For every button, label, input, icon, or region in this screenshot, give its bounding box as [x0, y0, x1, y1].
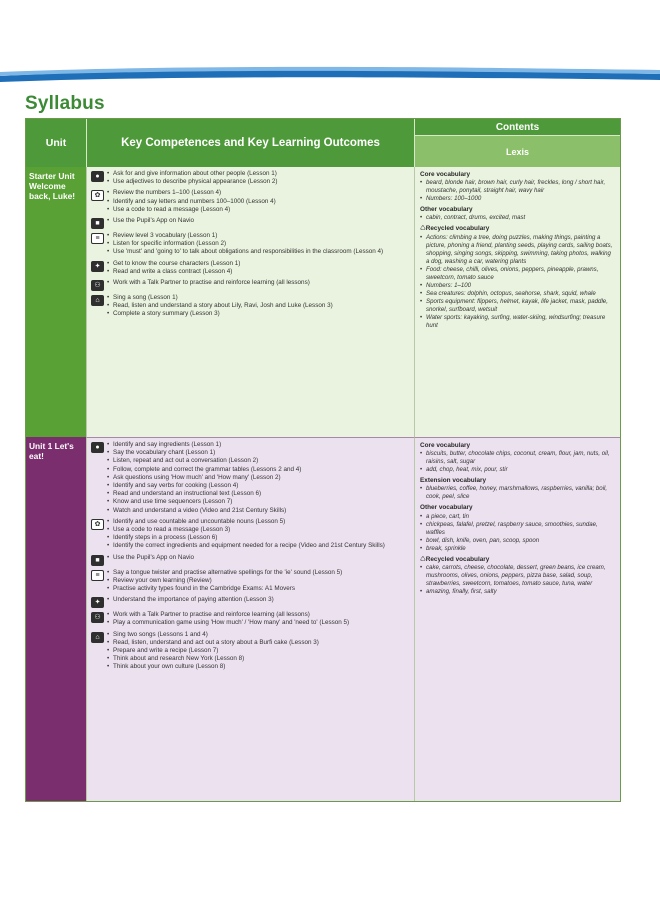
competence-item: • Read and write a class contract (Lesson 4)	[107, 268, 410, 276]
competence-item: • Get to know the course characters (Lesson 1)	[107, 260, 410, 268]
competence-item: • Review your own learning (Review)	[107, 577, 410, 585]
competence-item: • Ask for and give information about other people (Lesson 1)	[107, 170, 410, 178]
competence-group	[91, 217, 410, 229]
vocabulary-item: • cake, carrots, cheese, chocolate, dessert, green beans, ice cream, mushrooms, olives, onions, peppers, pizza base, salad, soup, strawberries, sweetcorn, tomatoes, tomato sauce, tuna, water	[420, 564, 615, 588]
competence-item: • Practise activity types found in the Cambridge Exams: A1 Movers	[107, 585, 410, 593]
competence-item: • Review the numbers 1–100 (Lesson 4)	[107, 189, 410, 197]
vocabulary-item: • beard, blonde hair, brown hair, curly hair, freckles, long / short hair, moustache, ponytail, straight hair, wavy hair	[420, 179, 615, 195]
competence-item: • Review level 3 vocabulary (Lesson 1)	[107, 232, 410, 240]
page-title: Syllabus	[25, 93, 105, 114]
vocabulary-item: • Food: cheese, chilli, olives, onions, peppers, pineapple, prawns, sweetcorn, tomato sauce	[420, 266, 615, 282]
competence-item: • Listen, repeat and act out a conversation (Lesson 2)	[107, 457, 410, 465]
competence-group	[91, 596, 410, 608]
vocabulary-item: • Actions: climbing a tree, doing puzzles, making things, painting a picture, phoning a friend, planting seeds, playing cards, sailing boats, shopping, singing songs, skipping, swimming, taking photos, walking a dog, washing a car, watering plants	[420, 234, 615, 266]
competence-item: • Complete a story summary (Lesson 3)	[107, 310, 410, 318]
competence-item: • Identify the correct ingredients and equipment needed for a recipe (Video and 21st Century Skills)	[107, 542, 410, 550]
competence-group	[91, 631, 410, 672]
competence-list	[107, 596, 410, 604]
competence-item: • Read, listen, understand and act out a story about a Burfi cake (Lesson 3)	[107, 639, 410, 647]
header-wave-decoration	[0, 66, 660, 90]
competence-group	[91, 518, 410, 551]
recycled-vocabulary-heading: ♺ Recycled vocabulary	[420, 225, 615, 233]
competence-item: • Use a code to read a message (Lesson 3)	[107, 526, 410, 534]
theatre-icon: ⌂	[91, 295, 104, 306]
competence-list	[107, 518, 410, 551]
competence-item: • Play a communication game using 'How much' / 'How many' and 'need to' (Lesson 5)	[107, 619, 410, 627]
vocabulary-item: • blueberries, coffee, honey, marshmallows, raspberries, vanilla; boil, cook, peel, slice	[420, 485, 615, 501]
competence-list	[107, 217, 410, 225]
vocabulary-list	[420, 450, 615, 474]
competence-list	[107, 611, 410, 627]
handshake-icon: ✦	[91, 597, 104, 608]
competence-item: • Identify and say verbs for cooking (Lesson 4)	[107, 482, 410, 490]
competence-item: • Understand the importance of paying attention (Lesson 3)	[107, 596, 410, 604]
competence-list	[107, 189, 410, 214]
competence-group	[91, 260, 410, 276]
competence-group	[91, 170, 410, 186]
competence-item: • Listen for specific information (Lesson 2)	[107, 240, 410, 248]
vocabulary-item: • a piece, cart, tin	[420, 513, 615, 521]
lexis-cell-starter	[414, 167, 620, 437]
competence-item: • Work with a Talk Partner to practise and reinforce learning (all lessons)	[107, 611, 410, 619]
competence-group	[91, 294, 410, 319]
competence-item: • Read and understand an instructional text (Lesson 6)	[107, 490, 410, 498]
competence-list	[107, 569, 410, 594]
vocabulary-item: • biscuits, butter, chocolate chips, coconut, cream, flour, jam, nuts, oil, raisins, salt, sugar	[420, 450, 615, 466]
vocabulary-heading: Extension vocabulary	[420, 477, 487, 485]
competence-item: • Identify and use countable and uncountable nouns (Lesson 5)	[107, 518, 410, 526]
device-icon: ■	[91, 218, 104, 229]
competence-group	[91, 611, 410, 627]
competence-list	[107, 631, 410, 672]
competence-list	[107, 232, 410, 257]
competence-group	[91, 441, 410, 515]
theatre-icon: ⌂	[91, 632, 104, 643]
competence-item: • Identify and say ingredients (Lesson 1)	[107, 441, 410, 449]
vocabulary-item: • Sea creatures: dolphin, octopus, seahorse, shark, squid, whale	[420, 290, 615, 298]
competence-item: • Sing a song (Lesson 1)	[107, 294, 410, 302]
speech-icon: ●	[91, 442, 104, 453]
vocabulary-item: • cabin, contract, drums, excited, mast	[420, 214, 615, 222]
vocabulary-item: • Numbers: 1–100	[420, 282, 615, 290]
device-icon: ■	[91, 555, 104, 566]
people-icon: ⚇	[91, 612, 104, 623]
competence-list	[107, 441, 410, 515]
vocabulary-list	[420, 485, 615, 501]
competence-group	[91, 232, 410, 257]
header-contents: Contents	[414, 119, 620, 135]
competence-group	[91, 554, 410, 566]
competence-item: • Work with a Talk Partner to practise and reinforce learning (all lessons)	[107, 279, 410, 287]
book-icon: ≡	[91, 570, 104, 581]
vocabulary-list	[420, 179, 615, 203]
brain-icon: ✿	[91, 519, 104, 530]
competence-item: • Ask questions using 'How much' and 'How many' (Lesson 2)	[107, 474, 410, 482]
competence-group	[91, 569, 410, 594]
lexis-cell-unit1	[414, 437, 620, 801]
competence-item: • Say the vocabulary chant (Lesson 1)	[107, 449, 410, 457]
competence-item: • Know and use time sequencers (Lesson 7)	[107, 498, 410, 506]
recycled-vocabulary-heading: ♺ Recycled vocabulary	[420, 556, 615, 564]
competence-list	[107, 170, 410, 186]
speech-icon: ●	[91, 171, 104, 182]
competence-item: • Use 'must' and 'going to' to talk about obligations and responsibilities in the classroom (Lesson 4)	[107, 248, 410, 256]
vocabulary-heading: Core vocabulary	[420, 171, 471, 178]
vocabulary-item: • break, sprinkle	[420, 545, 615, 553]
vocabulary-list	[420, 234, 615, 330]
competence-list	[107, 554, 410, 562]
header-competences: Key Competences and Key Learning Outcomes	[86, 119, 414, 167]
competence-item: • Prepare and write a recipe (Lesson 7)	[107, 647, 410, 655]
vocabulary-item: • Numbers: 100–1000	[420, 195, 615, 203]
vocabulary-item: • chickpeas, falafel, pretzel, raspberry sauce, smoothies, sundae, waffles	[420, 521, 615, 537]
competence-list	[107, 279, 410, 287]
vocabulary-heading: Other vocabulary	[420, 206, 473, 214]
vocabulary-list	[420, 513, 615, 553]
book-icon: ≡	[91, 233, 104, 244]
brain-icon: ✿	[91, 190, 104, 201]
competence-item: • Say a tongue twister and practise alternative spellings for the 'ie' sound (Lesson 5)	[107, 569, 410, 577]
competence-item: • Read, listen and understand a story about Lily, Ravi, Josh and Luke (Lesson 3)	[107, 302, 410, 310]
vocabulary-list	[420, 214, 615, 222]
competence-item: • Identify steps in a process (Lesson 6)	[107, 534, 410, 542]
vocabulary-item: • Water sports: kayaking, surfing, water-skiing, windsurfing; treasure hunt	[420, 314, 615, 330]
competence-item: • Think about your own culture (Lesson 8)	[107, 663, 410, 671]
competence-group	[91, 279, 410, 291]
competence-list	[107, 294, 410, 319]
vocabulary-item: • add, chop, heat, mix, pour, stir	[420, 466, 615, 474]
competence-item: • Sing two songs (Lessons 1 and 4)	[107, 631, 410, 639]
vocabulary-item: • bowl, dish, knife, oven, pan, scoop, spoon	[420, 537, 615, 545]
vocabulary-list	[420, 564, 615, 596]
vocabulary-heading: Other vocabulary	[420, 504, 473, 512]
competence-group	[91, 189, 410, 214]
vocabulary-heading: Core vocabulary	[420, 442, 471, 449]
competence-item: • Use adjectives to describe physical appearance (Lesson 2)	[107, 178, 410, 186]
competence-item: • Identify and say letters and numbers 100–1000 (Lesson 4)	[107, 198, 410, 206]
header-unit: Unit	[26, 119, 86, 167]
competence-item: • Use the Pupil's App on Navio	[107, 217, 410, 225]
competence-item: • Use the Pupil's App on Navio	[107, 554, 410, 562]
unit-cell-starter: Starter Unit Welcome back, Luke!	[26, 167, 86, 437]
competence-item: • Follow, complete and correct the grammar tables (Lessons 2 and 4)	[107, 466, 410, 474]
competences-cell-unit1	[86, 437, 414, 801]
syllabus-table	[25, 118, 621, 802]
unit-cell-unit1: Unit 1 Let's eat!	[26, 437, 86, 801]
handshake-icon: ✦	[91, 261, 104, 272]
competence-item: • Think about and research New York (Lesson 8)	[107, 655, 410, 663]
people-icon: ⚇	[91, 280, 104, 291]
vocabulary-item: • Sports equipment: flippers, helmet, kayak, life jacket, mask, paddle, snorkel, surfboard, wetsuit	[420, 298, 615, 314]
vocabulary-item: • amazing, finally, first, salty	[420, 588, 615, 596]
competences-cell-starter	[86, 167, 414, 437]
competence-list	[107, 260, 410, 276]
header-lexis: Lexis	[414, 135, 620, 167]
competence-item: • Watch and understand a video (Video and 21st Century Skills)	[107, 507, 410, 515]
competence-item: • Use a code to read a message (Lesson 4)	[107, 206, 410, 214]
